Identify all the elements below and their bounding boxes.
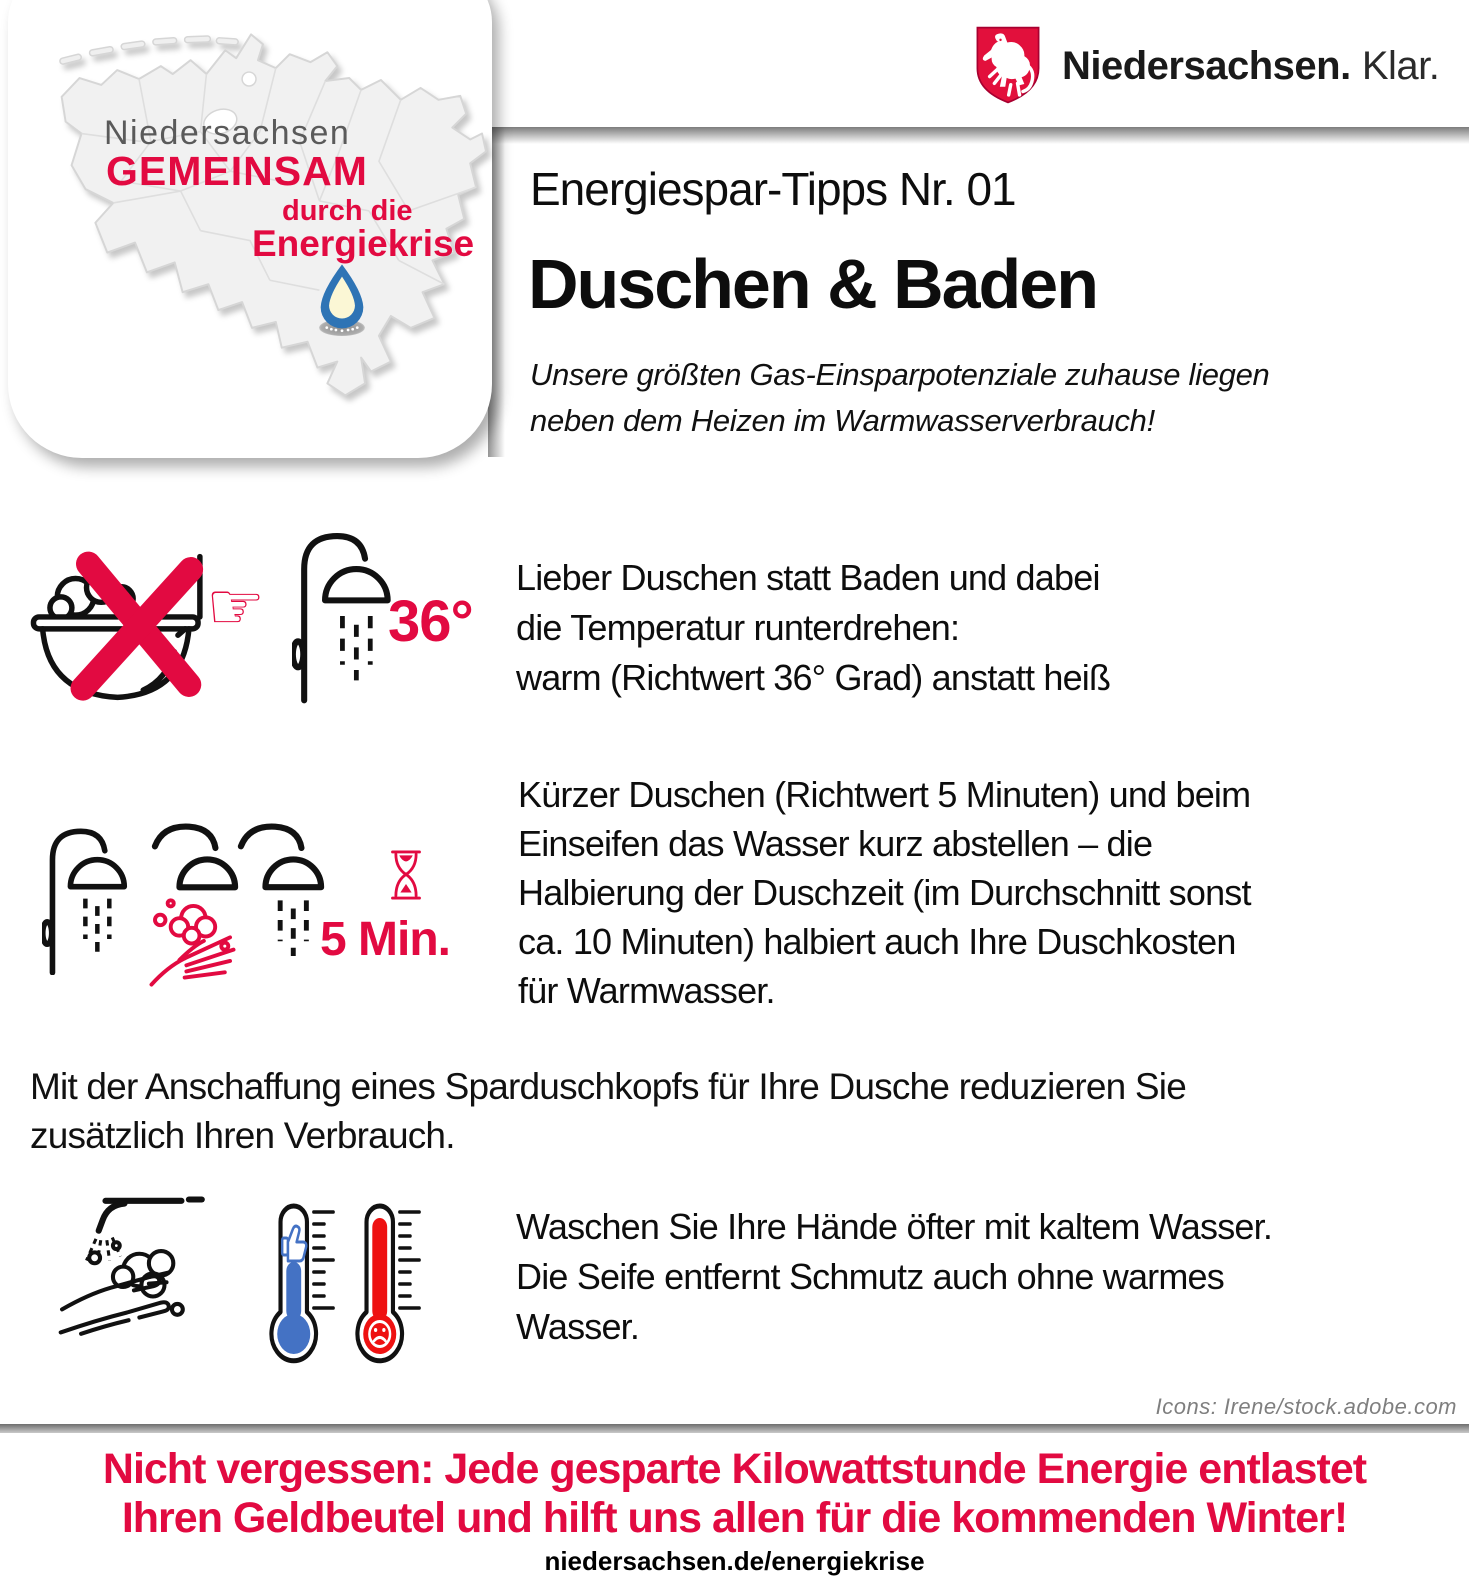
badge-durch-die-label: durch die [282, 195, 413, 227]
tip2-line: Einseifen das Wasser kurz abstellen – die [518, 823, 1153, 864]
tip3-text [516, 1202, 1272, 1352]
tip2-line: für Warmwasser. [518, 970, 775, 1011]
shower-left-icon [42, 820, 128, 975]
footer-message-line2: Ihren Geldbeutel und hilft uns allen für die kommenden Winter! [121, 1494, 1348, 1542]
icons-credit: Icons: Irene/stock.adobe.com [1155, 1394, 1457, 1419]
brand-wordmark [1062, 44, 1439, 89]
tip3-line: Waschen Sie Ihre Hände öfter mit kaltem Wasser. [516, 1206, 1273, 1247]
hot-thermometer-icon [350, 1198, 426, 1366]
shower-36-icon [292, 522, 392, 704]
no-bathing-icon [28, 540, 220, 714]
header-top-shadow [488, 127, 1469, 144]
paragraph-line: zusätzlich Ihren Verbrauch. [30, 1115, 455, 1156]
tip2-text [518, 770, 1251, 1015]
gas-flame-icon [310, 260, 374, 342]
series-kicker: Energiespar-Tipps Nr. 01 [530, 163, 1016, 215]
footer-url-link[interactable]: niedersachsen.de/energiekrise [544, 1546, 925, 1576]
page-title: Duschen & Baden [528, 245, 1097, 323]
hand-washing-icon [58, 1190, 214, 1346]
niedersachsen-coat-of-arms-icon [974, 22, 1042, 108]
shower-right-icon [236, 820, 326, 970]
tip1-line: die Temperatur runterdrehen: [516, 607, 960, 648]
brand-name: Niedersachsen. [1062, 44, 1351, 88]
hourglass-icon [388, 848, 424, 902]
temperature-value: 36° [388, 589, 473, 654]
page-subtitle [530, 352, 1269, 444]
soaping-hands-icon [148, 892, 244, 988]
tip2-line: Kürzer Duschen (Richtwert 5 Minuten) und beim [518, 774, 1251, 815]
tip1-line: Lieber Duschen statt Baden und dabei [516, 557, 1100, 598]
badge-energiekrise-label: Energiekrise [252, 223, 475, 264]
niedersachsen-map [22, 0, 488, 410]
pointing-hand-icon: ☞ [206, 568, 266, 645]
cold-thermometer-icon [264, 1198, 340, 1366]
brand-claim: Klar. [1361, 44, 1440, 88]
tip1-text [516, 553, 1110, 703]
footer-divider [0, 1424, 1469, 1433]
footer-message-line1: Nicht vergessen: Jede gesparte Kilowattstunde Energie entlastet [102, 1445, 1367, 1493]
tip3-line: Wasser. [516, 1306, 640, 1347]
tip3-line: Die Seife entfernt Schmutz auch ohne warmes [516, 1256, 1224, 1297]
tip2-line: Halbierung der Duschzeit (im Durchschnitt sonst [518, 872, 1251, 913]
subtitle-line: Unsere größten Gas-Einsparpotenziale zuhause liegen [530, 357, 1270, 392]
badge-region-label: Niedersachsen [104, 114, 351, 152]
sparduschkopf-paragraph [30, 1062, 1186, 1160]
badge-gemeinsam-label: GEMEINSAM [106, 148, 368, 194]
paragraph-line: Mit der Anschaffung eines Sparduschkopfs für Ihre Dusche reduzieren Sie [30, 1066, 1186, 1107]
tip2-line: ca. 10 Minuten) halbiert auch Ihre Duschkosten [518, 921, 1236, 962]
tip1-line: warm (Richtwert 36° Grad) anstatt heiß [516, 657, 1111, 698]
duration-value: 5 Min. [320, 913, 451, 966]
subtitle-line: neben dem Heizen im Warmwasserverbrauch! [530, 403, 1155, 438]
